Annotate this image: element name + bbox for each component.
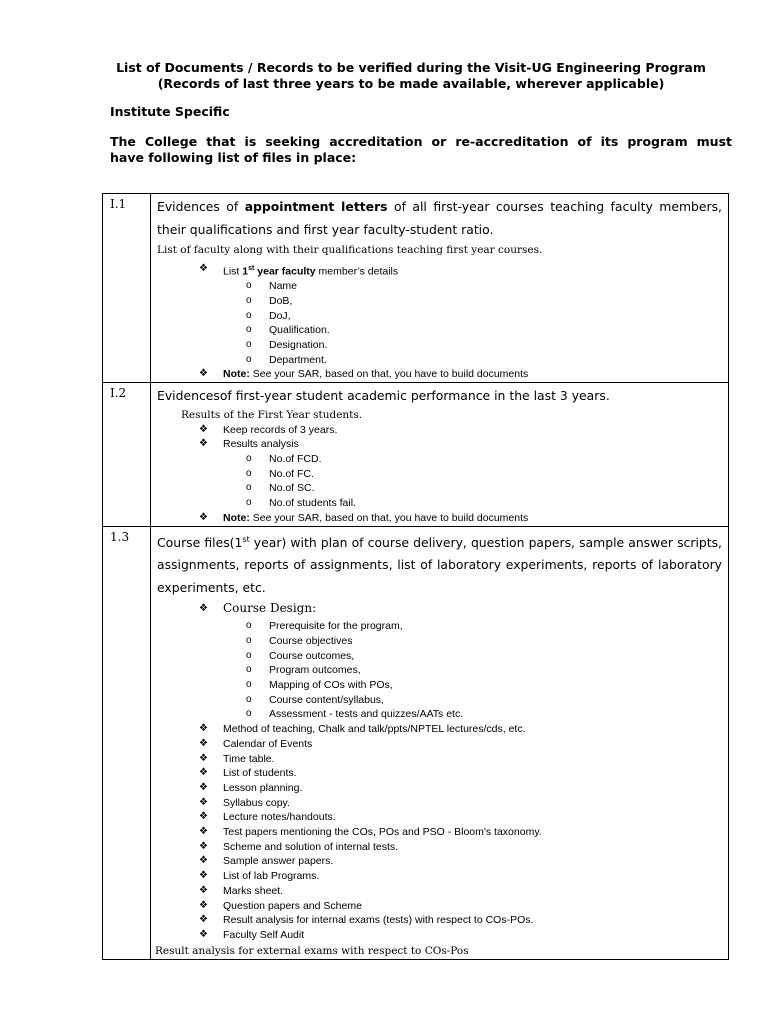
document-title: List of Documents / Records to be verified during the Visit-UG Engineering Program [116,60,706,75]
circle-icon: o [246,353,252,365]
table-row [103,526,729,959]
row-number: I.1 [103,194,151,383]
list-item: o Department. [246,353,327,366]
list-item: ❖ Keep records of 3 years. [199,423,338,436]
bullet-icon: ❖ [199,884,208,896]
list-item: o DoJ, [246,309,291,322]
bullet-icon: ❖ [199,826,208,838]
row-lead: Evidences of appointment letters of all first-year courses teaching faculty members, their qualifications and first year faculty-student ratio. [157,199,722,237]
list-item: o No.of FC. [246,467,314,480]
circle-icon: o [246,620,252,632]
bullet-list [157,511,722,526]
list-item: o Name [246,280,298,293]
row-content [151,194,729,383]
row-footer: Result analysis for external exams with respect to COs-Pos [155,944,469,957]
bullet-icon: ❖ [199,781,208,793]
list-item: ❖ List of lab Programs. [199,870,320,883]
list-item: o Course outcomes, [246,649,355,662]
list-item: o Assessment - tests and quizzes/AATs etc. [246,708,464,721]
bullet-icon: ❖ [199,870,208,882]
list-item: ❖ Time table. [199,752,275,765]
circle-icon: o [246,280,252,292]
circle-icon: o [246,693,252,705]
bullet-list [157,722,722,943]
bullet-icon: ❖ [199,796,208,808]
row-note: List of faculty along with their qualifications teaching first year courses. [157,244,543,256]
list-item: o No.of students fail. [246,497,356,510]
list-item: ❖ Lesson planning. [199,781,303,794]
circle-icon: o [246,467,252,479]
list-item: o Qualification. [246,324,330,337]
bullet-icon: ❖ [199,438,208,450]
circle-icon: o [246,649,252,661]
circle-icon: o [246,294,252,306]
list-item: ❖ Test papers mentioning the COs, POs and PSO - Bloom's taxonomy. [199,826,542,839]
list-item: o No.of SC. [246,482,315,495]
row-number: I.2 [103,383,151,526]
list-item: ❖ Result analysis for internal exams (tests) with respect to COs-POs. [199,914,534,927]
intro-line-2: have following list of files in place: [110,150,357,165]
row-content [151,383,729,526]
table-row [103,383,729,526]
list-item: ❖ Method of teaching, Chalk and talk/ppts/NPTEL lectures/cds, etc. [199,723,526,736]
sub-list [157,619,722,722]
emphasis-text: appointment letters [244,199,388,214]
circle-icon: o [246,324,252,336]
circle-icon: o [246,482,252,494]
table-row [103,194,729,383]
list-item: ❖ Calendar of Events [199,737,313,750]
list-item: o Course objectives [246,634,353,647]
bullet-icon: ❖ [199,840,208,852]
circle-icon: o [246,678,252,690]
bullet-icon: ❖ [199,603,208,615]
list-item: ❖ Results analysis [199,438,299,451]
list-item: ❖ Lecture notes/handouts. [199,811,336,824]
circle-icon: o [246,497,252,509]
bullet-icon: ❖ [199,723,208,735]
list-item: o Course content/syllabus, [246,693,384,706]
bullet-icon: ❖ [199,767,208,779]
list-item: ❖ Course Design: [157,599,722,619]
bullet-icon: ❖ [199,511,208,523]
circle-icon: o [246,453,252,465]
list-item: o Program outcomes, [246,664,361,677]
bullet-icon: ❖ [199,752,208,764]
list-item: o No.of FCD. [246,453,322,466]
bullet-icon: ❖ [199,263,208,274]
sub-list [157,279,722,367]
bullet-icon: ❖ [199,811,208,823]
bullet-list [157,367,722,382]
bullet-list [157,423,722,452]
row-lead: Evidencesof first-year student academic performance in the last 3 years. [157,388,610,404]
sub-list [157,452,722,511]
bullet-icon: ❖ [199,737,208,749]
intro-line-1: The College that is seeking accreditation or re-accreditation of its program must [110,134,732,149]
list-item: ❖ Question papers and Scheme [199,899,362,912]
row-content [151,526,729,959]
bullet-icon: ❖ [199,423,208,435]
list-item: ❖ Note: See your SAR, based on that, you have to build documents [199,368,529,381]
bullet-icon: ❖ [199,368,208,380]
list-item: ❖ Note: See your SAR, based on that, you have to build documents [199,511,529,524]
bullet-list [157,599,722,619]
list-item: o Designation. [246,339,328,352]
records-table [102,193,729,960]
list-item: o DoB, [246,294,293,307]
circle-icon: o [246,664,252,676]
row-number: 1.3 [103,526,151,959]
bullet-icon: ❖ [199,928,208,940]
bullet-icon: ❖ [199,855,208,867]
list-item: ❖ Syllabus copy. [199,796,290,809]
list-item: ❖ Sample answer papers. [199,855,334,868]
section-heading: Institute Specific [110,104,230,119]
list-item: ❖ List 1st year faculty member’s details [199,263,399,278]
list-item: ❖ List of students. [199,767,297,780]
list-item: o Prerequisite for the program, [246,620,403,633]
row-results-label: Results of the First Year students. [181,408,363,421]
list-item: ❖ Faculty Self Audit [199,928,305,941]
list-item: ❖ Scheme and solution of internal tests. [199,840,399,853]
document-subtitle: (Records of last three years to be made available, wherever applicable) [157,76,665,91]
circle-icon: o [246,708,252,720]
row-lead: Course files(1st year) with plan of course delivery, question papers, sample answer scripts, assignments, reports of assignments, list of laboratory experiments, reports of laboratory experiments, etc. [157,534,722,595]
bullet-icon: ❖ [199,914,208,926]
circle-icon: o [246,309,252,321]
bullet-list [157,262,722,279]
bullet-icon: ❖ [199,899,208,911]
list-item: ❖ Marks sheet. [199,884,284,897]
list-item: o Mapping of COs with POs, [246,678,393,691]
circle-icon: o [246,634,252,646]
circle-icon: o [246,339,252,351]
